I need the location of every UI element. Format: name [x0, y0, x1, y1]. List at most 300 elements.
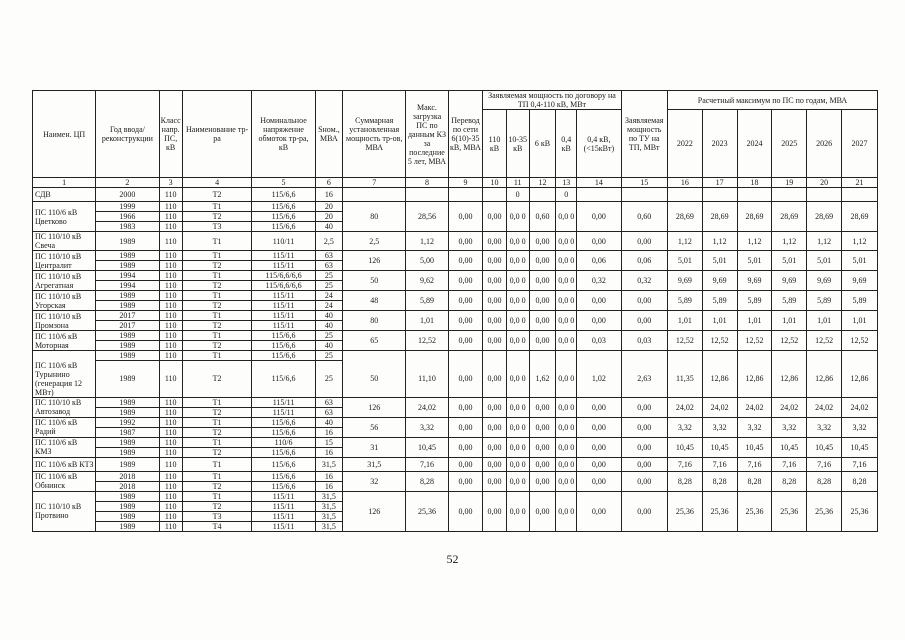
value-cell: 8,28 [667, 471, 702, 491]
value-cell: 0,0 0 [556, 202, 577, 232]
transformer-cell: 1992 [96, 417, 159, 427]
transformer-cell: 110 [159, 331, 182, 341]
value-cell: 0,00 [621, 291, 667, 311]
value-cell: 7,16 [667, 457, 702, 471]
header-04kv-small: 0,4 кВ, (<15кВт) [577, 110, 621, 178]
value-cell: 1,01 [667, 311, 702, 331]
transformer-cell: 1989 [96, 491, 159, 501]
transformer-cell: 110 [159, 261, 182, 271]
empty-cell [343, 351, 406, 361]
substation-name: ПС 110/6 кВ КМЗ [33, 437, 96, 457]
transformer-cell: 115/11 [252, 251, 315, 261]
substation-name-top [33, 351, 96, 361]
substation-name: ПС 110/6 кВ Обнинск [33, 471, 96, 491]
transformer-cell: 40 [315, 222, 342, 232]
transformer-cell: 115/11 [252, 511, 315, 521]
value-cell: 65 [343, 331, 406, 351]
value-cell: 3,32 [702, 417, 737, 437]
value-cell: 0,0 0 [556, 471, 577, 491]
value-cell: 1,62 [529, 361, 555, 398]
value-cell: 25,36 [842, 491, 878, 531]
value-cell: 7,16 [737, 457, 772, 471]
transformer-cell: 1966 [96, 212, 159, 222]
value-cell: 80 [343, 202, 406, 232]
value-cell: 0,00 [448, 417, 483, 437]
transformer-cell: 115/6,6 [252, 202, 315, 212]
value-cell: 9,69 [772, 271, 807, 291]
substation-name: ПС 110/10 кВ Промзона [33, 311, 96, 331]
empty-cell [406, 351, 448, 361]
value-cell: 0,00 [448, 251, 483, 271]
transformer-cell: Т2 [182, 281, 252, 291]
value-cell: 12,52 [842, 331, 878, 351]
transformer-cell: 25 [315, 331, 342, 341]
value-cell: 28,69 [737, 202, 772, 232]
transformer-cell: 63 [315, 397, 342, 407]
header-voltage-class: Класс напр. ПС, кВ [159, 91, 182, 178]
value-cell: 9,69 [842, 271, 878, 291]
column-number-cell: 6 [315, 178, 342, 188]
substation-name: ПС 110/6 кВ Радий [33, 417, 96, 437]
column-number-cell: 19 [772, 178, 807, 188]
value-cell: 0,0 0 [556, 271, 577, 291]
value-cell: 48 [343, 291, 406, 311]
value-cell: 0,00 [529, 437, 555, 457]
transformer-cell: 110 [159, 471, 182, 481]
value-cell: 8,28 [737, 471, 772, 491]
transformer-cell: Т1 [182, 311, 252, 321]
table-row [33, 311, 878, 321]
value-cell: 5,89 [667, 291, 702, 311]
value-cell: 24,02 [807, 397, 842, 417]
value-cell: 5,01 [772, 251, 807, 271]
transformer-cell: Т2 [182, 261, 252, 271]
value-cell: 1,12 [772, 232, 807, 251]
transformer-cell: 110 [159, 251, 182, 261]
value-cell: 0,00 [577, 471, 621, 491]
transformer-cell: 1989 [96, 447, 159, 457]
value-cell: 0,00 [483, 397, 506, 417]
empty-cell [702, 351, 737, 361]
value-cell: 5,01 [807, 251, 842, 271]
value-cell: 0,00 [448, 361, 483, 398]
value-cell: 0,00 [621, 417, 667, 437]
substation-name: ПС 110/10 кВ Централит [33, 251, 96, 271]
value-cell: 0,00 [448, 457, 483, 471]
transformer-cell: Т2 [182, 321, 252, 331]
column-number-cell: 9 [448, 178, 483, 188]
value-cell: 0,00 [483, 491, 506, 531]
value-cell: 3,32 [667, 417, 702, 437]
transformer-cell: 25 [315, 351, 342, 361]
value-cell: 0,0 0 [506, 417, 529, 437]
table-row [33, 331, 878, 341]
value-cell: 0,32 [577, 271, 621, 291]
value-cell: 0,00 [621, 397, 667, 417]
empty-cell [556, 351, 577, 361]
value-cell: 24,02 [737, 397, 772, 417]
value-cell: 0,00 [529, 331, 555, 351]
transformer-cell: Т2 [182, 301, 252, 311]
value-cell: 0,0 0 [556, 491, 577, 531]
transformer-cell: 115/11 [252, 521, 315, 531]
value-cell: 12,52 [807, 331, 842, 351]
value-cell: 5,01 [702, 251, 737, 271]
transformer-cell: 110 [159, 232, 182, 251]
transformer-cell: 110 [159, 301, 182, 311]
transformer-cell: 110 [159, 281, 182, 291]
header-transformer-name: Наименование тр-ра [182, 91, 252, 178]
empty-cell [772, 351, 807, 361]
transformer-cell: 115/11 [252, 311, 315, 321]
transformer-cell: 1989 [96, 361, 159, 398]
value-cell: 5,89 [737, 291, 772, 311]
transformer-cell: Т3 [182, 511, 252, 521]
header-year: Год ввода/ реконструкции [96, 91, 159, 178]
transformer-cell: 115/11 [252, 407, 315, 417]
value-cell: 0,00 [448, 291, 483, 311]
value-cell [772, 188, 807, 202]
value-cell: 80 [343, 311, 406, 331]
column-number-cell: 2 [96, 178, 159, 188]
transformer-cell: 115/6,6 [252, 447, 315, 457]
transformer-cell: 1989 [96, 261, 159, 271]
transformer-cell: Т2 [182, 427, 252, 437]
value-cell: 0,00 [621, 491, 667, 531]
transformer-cell: 40 [315, 341, 342, 351]
value-cell: 0,0 0 [556, 397, 577, 417]
value-cell: 31,5 [343, 457, 406, 471]
value-cell: 28,56 [406, 202, 448, 232]
transformer-cell: 110 [159, 351, 182, 361]
transformer-cell: 2000 [96, 188, 159, 202]
value-cell: 12,52 [406, 331, 448, 351]
value-cell: 7,16 [842, 457, 878, 471]
value-cell: 25,36 [807, 491, 842, 531]
transformer-cell: 115/6,6 [252, 427, 315, 437]
transformer-cell: 110 [159, 188, 182, 202]
transformer-cell: 1994 [96, 281, 159, 291]
value-cell [737, 188, 772, 202]
transformer-cell: Т1 [182, 251, 252, 261]
value-cell [406, 188, 448, 202]
empty-cell [483, 351, 506, 361]
transformer-cell: 1989 [96, 397, 159, 407]
substation-name: ПС 110/10 кВ Агрегатная [33, 271, 96, 291]
value-cell: 0,06 [621, 251, 667, 271]
value-cell: 11,10 [406, 361, 448, 398]
transformer-cell: Т4 [182, 521, 252, 531]
transformer-cell: 110 [159, 361, 182, 398]
value-cell: 10,45 [842, 437, 878, 457]
transformer-cell: 110 [159, 321, 182, 331]
transformer-cell: 2017 [96, 311, 159, 321]
transformer-cell: 115/11 [252, 291, 315, 301]
value-cell: 0,00 [577, 397, 621, 417]
transformer-cell: 1989 [96, 291, 159, 301]
value-cell: 1,01 [772, 311, 807, 331]
value-cell: 0,0 0 [556, 331, 577, 351]
header-year-2022: 2022 [667, 110, 702, 178]
transformer-cell: 31,5 [315, 457, 342, 471]
value-cell: 0,00 [448, 397, 483, 417]
value-cell: 0,00 [483, 417, 506, 437]
transformer-cell: 110 [159, 427, 182, 437]
value-cell: 0,00 [577, 311, 621, 331]
value-cell: 0,00 [529, 457, 555, 471]
transformer-cell: 24 [315, 291, 342, 301]
transformer-cell: 110 [159, 457, 182, 471]
header-year-2024: 2024 [737, 110, 772, 178]
transformer-cell: Т1 [182, 397, 252, 407]
value-cell: 24,02 [406, 397, 448, 417]
value-cell: 0,0 0 [556, 437, 577, 457]
header-declared-power: Заявляемая мощность по ТУ на ТП, МВт [621, 91, 667, 178]
value-cell: 0,0 0 [506, 232, 529, 251]
value-cell: 25,36 [772, 491, 807, 531]
transformer-cell: 110 [159, 491, 182, 501]
transformer-cell: 1989 [96, 521, 159, 531]
transformer-cell: 16 [315, 188, 342, 202]
transformer-cell: 1989 [96, 251, 159, 261]
substation-name: ПС 110/10 кВ Автозавод [33, 397, 96, 417]
value-cell: 7,16 [406, 457, 448, 471]
value-cell: 5,89 [807, 291, 842, 311]
transformer-cell: 115/6,6 [252, 351, 315, 361]
column-number-cell: 17 [702, 178, 737, 188]
value-cell: 0,00 [529, 471, 555, 491]
column-number-cell: 21 [842, 178, 878, 188]
value-cell: 126 [343, 397, 406, 417]
value-cell: 2,5 [343, 232, 406, 251]
transformer-cell: 40 [315, 417, 342, 427]
value-cell: 0,0 0 [506, 491, 529, 531]
empty-cell [807, 351, 842, 361]
table-row [33, 271, 878, 281]
value-cell: 32 [343, 471, 406, 491]
value-cell: 7,16 [702, 457, 737, 471]
value-cell: 5,01 [842, 251, 878, 271]
transformer-cell: 115/6,6 [252, 212, 315, 222]
transformer-cell: 110 [159, 311, 182, 321]
transformer-cell: 110/6 [252, 437, 315, 447]
value-cell: 12,52 [702, 331, 737, 351]
value-cell: 1,12 [406, 232, 448, 251]
value-cell: 0,00 [577, 232, 621, 251]
header-cp-name: Наимен. ЦП [33, 91, 96, 178]
value-cell: 0,0 0 [556, 291, 577, 311]
transformer-cell: 110 [159, 202, 182, 212]
column-number-cell: 12 [529, 178, 555, 188]
value-cell: 0,00 [577, 457, 621, 471]
transformer-cell: 110 [159, 341, 182, 351]
empty-cell [621, 351, 667, 361]
transformer-cell: 115/6,6 [252, 481, 315, 491]
transformer-cell: 115/6,6 [252, 417, 315, 427]
value-cell: 1,12 [702, 232, 737, 251]
transformer-cell: 16 [315, 471, 342, 481]
value-cell: 0,00 [448, 232, 483, 251]
transformer-cell: Т2 [182, 212, 252, 222]
table-row [33, 397, 878, 407]
value-cell: 28,69 [667, 202, 702, 232]
transformer-cell: 1989 [96, 232, 159, 251]
column-number-cell: 10 [483, 178, 506, 188]
column-number-cell: 4 [182, 178, 252, 188]
value-cell: 0,00 [621, 311, 667, 331]
value-cell: 24,02 [667, 397, 702, 417]
transformer-cell: 110 [159, 447, 182, 457]
value-cell: 3,32 [772, 417, 807, 437]
table-header [33, 91, 878, 188]
transformer-cell: Т1 [182, 351, 252, 361]
value-cell: 0,00 [529, 491, 555, 531]
transformer-cell: 31,5 [315, 521, 342, 531]
transformer-cell: 110 [159, 417, 182, 427]
value-cell: 0,0 0 [506, 471, 529, 491]
value-cell: 50 [343, 271, 406, 291]
value-cell: 5,89 [702, 291, 737, 311]
transformer-cell: 115/6,6 [252, 222, 315, 232]
value-cell: 2,63 [621, 361, 667, 398]
value-cell [807, 188, 842, 202]
value-cell: 0,00 [483, 457, 506, 471]
substation-name: ПС 110/10 кВ Свеча [33, 232, 96, 251]
transformer-cell: Т2 [182, 188, 252, 202]
value-cell: 0,0 0 [556, 311, 577, 331]
value-cell: 10,45 [702, 437, 737, 457]
transformer-cell: 115/11 [252, 321, 315, 331]
value-cell: 0,00 [483, 251, 506, 271]
table-row [33, 202, 878, 212]
value-cell: 12,52 [737, 331, 772, 351]
value-cell: 0,00 [483, 331, 506, 351]
value-cell: 12,52 [772, 331, 807, 351]
value-cell: 0,32 [621, 271, 667, 291]
value-cell: 1,12 [842, 232, 878, 251]
value-cell: 0,0 0 [556, 361, 577, 398]
table-row [33, 188, 878, 202]
value-cell: 0,00 [529, 311, 555, 331]
value-cell: 9,69 [737, 271, 772, 291]
value-cell: 0,0 0 [506, 251, 529, 271]
table-row [33, 471, 878, 481]
value-cell [577, 188, 621, 202]
transformer-cell: Т1 [182, 291, 252, 301]
value-cell: 0,00 [577, 491, 621, 531]
transformer-cell: 40 [315, 321, 342, 331]
column-number-cell: 13 [556, 178, 577, 188]
value-cell: 0,00 [483, 311, 506, 331]
transformer-cell: 20 [315, 202, 342, 212]
value-cell: 28,69 [702, 202, 737, 232]
header-total-power: Суммарная установленная мощность тр-ов, МВА [343, 91, 406, 178]
value-cell: 0,0 0 [556, 417, 577, 437]
transformer-cell: 115/6,6/6,6 [252, 281, 315, 291]
value-cell: 7,16 [807, 457, 842, 471]
transformer-cell: 1983 [96, 222, 159, 232]
value-cell: 1,01 [842, 311, 878, 331]
value-cell: 0,00 [529, 232, 555, 251]
transformer-cell: 24 [315, 301, 342, 311]
value-cell: 1,01 [807, 311, 842, 331]
value-cell: 0,00 [483, 291, 506, 311]
column-number-cell: 11 [506, 178, 529, 188]
transformer-cell: Т1 [182, 202, 252, 212]
header-transfer: Перевод по сети 6(10)-35 кВ, МВА [448, 91, 483, 178]
value-cell: 7,16 [772, 457, 807, 471]
value-cell: 28,69 [772, 202, 807, 232]
value-cell: 25,36 [406, 491, 448, 531]
value-cell: 1,12 [737, 232, 772, 251]
table-row [33, 291, 878, 301]
value-cell: 50 [343, 361, 406, 398]
transformer-cell: 1989 [96, 331, 159, 341]
transformer-cell: 25 [315, 361, 342, 398]
table-row [33, 361, 878, 398]
transformer-cell: Т1 [182, 491, 252, 501]
transformer-cell: 115/6,6 [252, 341, 315, 351]
substation-name: ПС 110/10 кВ Угорская [33, 291, 96, 311]
value-cell: 0,00 [448, 271, 483, 291]
transformer-cell: 40 [315, 311, 342, 321]
value-cell: 0,0 0 [506, 397, 529, 417]
transformer-cell: 110 [159, 511, 182, 521]
transformer-cell: Т1 [182, 417, 252, 427]
value-cell: 12,86 [807, 361, 842, 398]
value-cell: 126 [343, 251, 406, 271]
value-cell: 0,00 [483, 361, 506, 398]
transformer-cell: Т1 [182, 232, 252, 251]
empty-cell [667, 351, 702, 361]
transformer-cell: Т1 [182, 331, 252, 341]
header-6kv: 6 кВ [529, 110, 555, 178]
transformer-cell: Т2 [182, 407, 252, 417]
header-year-2027: 2027 [842, 110, 878, 178]
value-cell: 0 [506, 188, 529, 202]
table-row [33, 457, 878, 471]
value-cell: 0,00 [621, 232, 667, 251]
value-cell: 0,00 [448, 311, 483, 331]
value-cell: 0,06 [577, 251, 621, 271]
empty-cell [577, 351, 621, 361]
transformer-cell: Т2 [182, 447, 252, 457]
transformer-cell: 115/6,6 [252, 188, 315, 202]
transformer-cell: 31,5 [315, 491, 342, 501]
document-sheet [32, 90, 878, 532]
value-cell: 0,60 [621, 202, 667, 232]
table-row [33, 232, 878, 251]
table-body [33, 188, 878, 532]
value-cell: 0,03 [577, 331, 621, 351]
transformer-cell: 110 [159, 501, 182, 511]
transformer-cell: 110 [159, 481, 182, 491]
header-group-years: Расчетный максимум по ПС по годам, МВА [667, 91, 877, 110]
value-cell: 1,01 [406, 311, 448, 331]
value-cell: 5,89 [772, 291, 807, 311]
transformer-cell: 115/11 [252, 491, 315, 501]
column-number-cell: 14 [577, 178, 621, 188]
empty-cell [506, 351, 529, 361]
header-group-contract: Заявляемая мощность по договору на ТП 0,4-110 кВ, МВт [483, 91, 621, 110]
transformer-cell: 110 [159, 212, 182, 222]
empty-cell [842, 351, 878, 361]
value-cell: 5,01 [667, 251, 702, 271]
value-cell: 5,01 [737, 251, 772, 271]
transformer-cell: Т1 [182, 457, 252, 471]
substation-name: СДВ [33, 188, 96, 202]
column-number-cell: 1 [33, 178, 96, 188]
